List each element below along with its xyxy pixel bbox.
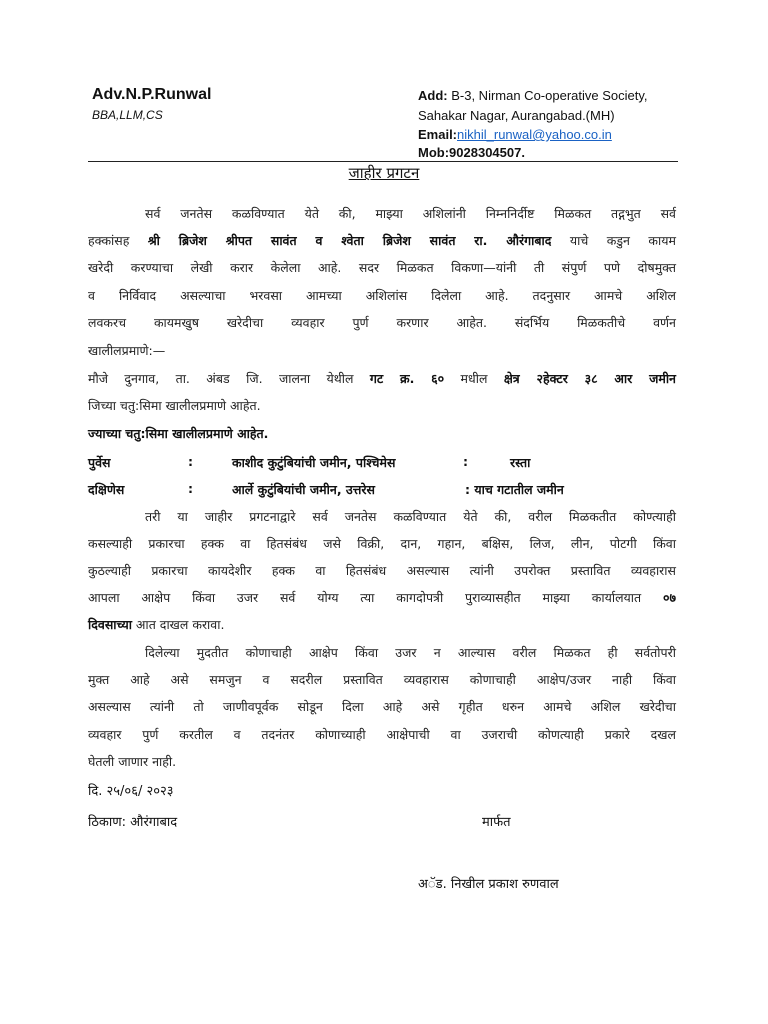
west-value: रस्ता — [510, 455, 531, 470]
east-colon: : — [188, 454, 193, 469]
through-label: मार्फत — [482, 815, 511, 830]
body-line — [88, 314, 676, 331]
mobile-number: 9028304507. — [449, 145, 525, 160]
body-text: आपला आक्षेप किंवा उजर सर्व योग्य त्या कागदोपत्री पुराव्यासहीत माझ्या कार्यालयात — [88, 590, 663, 605]
bold-text: क्षेत्र २हेक्टर ३८ आर जमीन — [503, 371, 676, 386]
body-line — [88, 535, 676, 552]
document-title — [0, 163, 768, 183]
body-text: कसल्याही प्रकारचा हक्क वा हितसंबंध जसे विक्री, दान, गहान, बक्षिस, लिज, लीन, पोटगी किंवा — [88, 536, 676, 551]
body-text: मुक्त आहे असे समजुन व सदरील प्रस्तावित व्यवहारास कोणाचाही आक्षेप/उजर नाही किंवा — [88, 672, 676, 687]
address-label: Add: — [418, 88, 448, 103]
body-line — [88, 425, 676, 442]
notice-place: ठिकाण: औरंगाबाद — [88, 815, 178, 830]
header-divider — [88, 161, 678, 162]
body-text: दिलेल्या मुदतीत कोणाचाही आक्षेप किंवा उजर न आल्यास वरील मिळकत ही सर्वतोपरी — [145, 645, 676, 660]
south-colon: : — [188, 481, 193, 496]
body-text: लवकरच कायमखुष खरेदीचा व्यवहार पुर्ण करणार आहेत. संदर्भिय मिळकतीचे वर्णन — [88, 315, 676, 330]
address-text: B-3, Nirman Co-operative Society, — [447, 88, 648, 103]
body-text: व निर्विवाद असल्याचा भरवसा आमच्या अशिलांस दिलेला आहे. तदनुसार आमचे अशिल — [88, 288, 676, 303]
body-line — [88, 370, 676, 387]
body-text: आत दाखल करावा. — [131, 617, 225, 632]
mobile-label: Mob: — [418, 145, 450, 160]
north-value: : याच गटातील जमीन — [465, 482, 564, 497]
east-label: पुर्वेस — [88, 455, 111, 470]
address-line2: Sahakar Nagar, Aurangabad.(MH) — [418, 108, 615, 123]
body-text: असल्यास त्यांनी तो जाणीवपूर्वक सोडून दिला आहे असे गृहीत धरुन आमचे अशिल खरेदीचा — [88, 699, 676, 714]
body-line — [88, 671, 676, 688]
advocate-name: Adv.N.P.Runwal — [92, 86, 212, 103]
signatory-name: अॅड. निखील प्रकाश रुणवाल — [418, 877, 559, 892]
body-text: खरेदी करण्याचा लेखी करार केलेला आहे. सदर मिळकत विकणा—यांनी ती संपुर्ण पणे दोषमुक्त — [88, 260, 676, 275]
email-label: Email: — [418, 127, 458, 142]
body-text: सर्व जनतेस कळविण्यात येते की, माझ्या अशिलांनी निम्ननिर्दीष्ट मिळकत तद्गभुत सर्व — [145, 206, 676, 221]
body-line — [88, 287, 676, 304]
west-colon: : — [463, 454, 468, 469]
south-value: आर्ले कुटुंबियांची जमीन, उत्तरेस — [232, 482, 375, 497]
body-line — [88, 232, 676, 249]
body-line — [88, 698, 676, 715]
body-line — [88, 589, 676, 606]
body-text: व्यवहार पुर्ण करतील व तदनंतर कोणाच्याही आक्षेपाची वा उजराची कोणत्याही प्रकारे दखल — [88, 727, 676, 742]
email-link[interactable]: nikhil_runwal@yahoo.co.in — [457, 127, 612, 142]
bold-text: श्री ब्रिजेश श्रीपत सावंत व श्वेता ब्रिजेश सावंत रा. औरंगाबाद — [147, 233, 552, 248]
mobile-line — [418, 145, 525, 160]
body-text: मधील — [444, 371, 504, 386]
body-text: जिच्या चतु:सिमा खालीलप्रमाणे आहेत. — [88, 398, 261, 413]
address-line1 — [418, 88, 648, 103]
body-line — [145, 508, 676, 525]
body-line — [88, 259, 676, 276]
title-text: जाहीर प्रगटन — [348, 164, 420, 182]
body-text: याचे कडुन कायम — [551, 233, 676, 248]
notice-date: दि. २५/०६/ २०२३ — [88, 784, 174, 799]
body-text: मौजे दुनगाव, ता. अंबड जि. जालना येथील — [88, 371, 370, 386]
bold-text: ज्याच्या चतु:सिमा खालीलप्रमाणे आहेत. — [88, 426, 269, 441]
east-value: काशीद कुटुंबियांची जमीन, पश्चिमेस — [232, 455, 396, 470]
bold-text: दिवसाच्या — [88, 617, 132, 632]
bold-text: ०७ — [662, 590, 676, 605]
body-line — [145, 205, 676, 222]
body-line — [88, 753, 676, 770]
body-line — [145, 644, 676, 661]
body-text: हक्कांसह — [88, 233, 148, 248]
body-line — [88, 616, 676, 633]
bold-text: गट क्र. ६० — [369, 371, 445, 386]
south-label: दक्षिणेस — [88, 482, 125, 497]
body-line — [88, 726, 676, 743]
body-line — [88, 397, 676, 414]
body-text: कुठल्याही प्रकारचा कायदेशीर हक्क वा हितसंबंध असल्यास त्यांनी उपरोक्त प्रस्तावित व्यवहारास — [88, 563, 676, 578]
body-line — [88, 562, 676, 579]
advocate-qualifications: BBA,LLM,CS — [92, 108, 163, 122]
email-line — [418, 127, 612, 142]
body-line — [88, 342, 676, 359]
body-text: तरी या जाहीर प्रगटनाद्वारे सर्व जनतेस कळविण्यात येते की, वरील मिळकतीत कोण्त्याही — [145, 509, 676, 524]
body-text: खालीलप्रमाणे:— — [88, 343, 166, 358]
body-text: घेतली जाणार नाही. — [88, 754, 177, 769]
